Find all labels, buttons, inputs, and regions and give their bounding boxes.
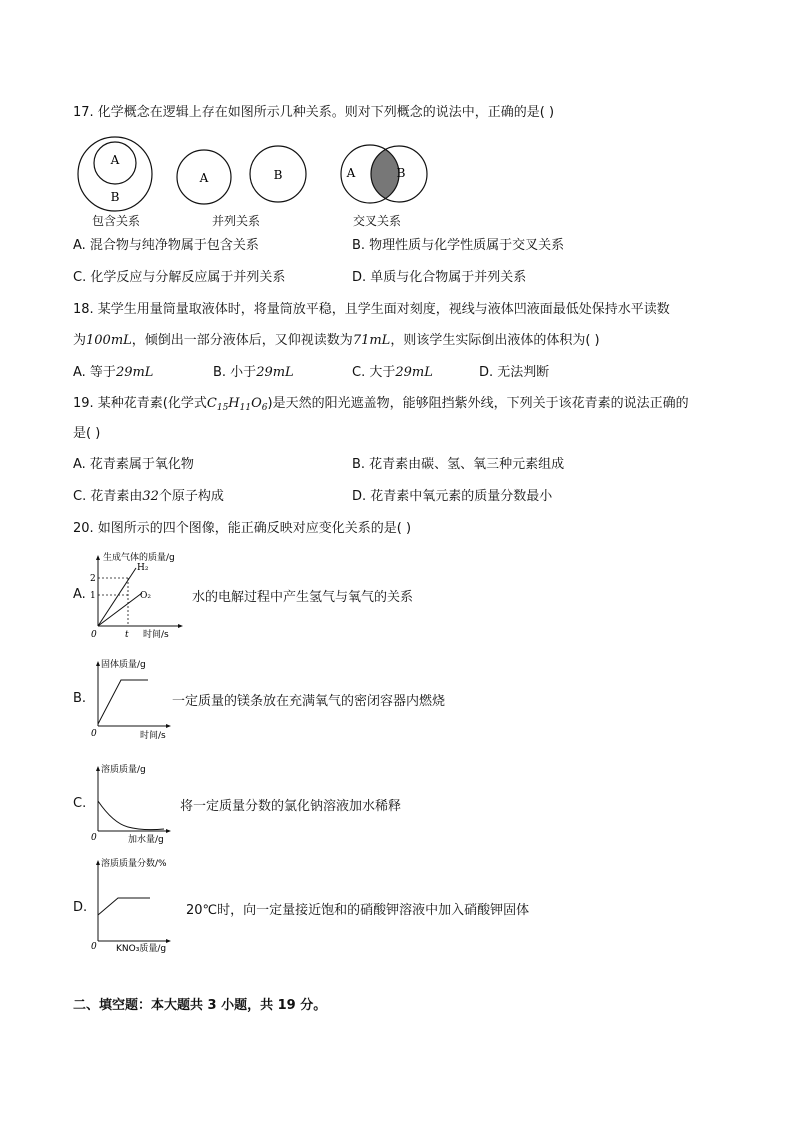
svg-text:固体质量/g: 固体质量/g — [101, 660, 146, 670]
q18-text-a: 为 — [73, 333, 87, 348]
graph-d-curve — [98, 898, 150, 915]
graph-a — [88, 550, 198, 640]
q19-stem-line1: 19. 某种花青素(化学式$C_{15}H_{11}O_6$)是天然的阳光遮盖物，能够阻挡紫外线，下列关于该花青素的说法正确的 — [73, 396, 689, 413]
svg-text:溶质质量分数/%: 溶质质量分数/% — [101, 859, 167, 869]
graph-b-curve — [98, 680, 148, 724]
q17-option-c[interactable]: C. 化学反应与分解反应属于并列关系 — [73, 270, 286, 285]
q18-value-71ml: 71mL — [352, 333, 391, 348]
q17-option-a[interactable]: A. 混合物与纯净物属于包含关系 — [73, 238, 259, 253]
q20-stem: 20. 如图所示的四个图像，能正确反映对应变化关系的是( ) — [73, 521, 412, 536]
svg-text:加水量/g: 加水量/g — [128, 835, 164, 845]
svg-text:溶质质量/g: 溶质质量/g — [101, 765, 146, 775]
graph-d — [88, 855, 198, 955]
caption-cross: 交叉关系 — [353, 214, 402, 228]
svg-text:0: 0 — [91, 942, 97, 952]
q17-option-b[interactable]: B. 物理性质与化学性质属于交叉关系 — [352, 238, 565, 253]
svg-text:2: 2 — [90, 574, 96, 584]
svg-text:0: 0 — [91, 833, 97, 843]
section-2-title: 二、填空题：本大题共 3 小题，共 19 分。 — [73, 998, 327, 1013]
q17-venn-diagrams — [70, 134, 510, 214]
svg-text:KNO₃质量/g: KNO₃质量/g — [116, 944, 167, 954]
q18-stem-line2 — [73, 332, 600, 350]
q18-text-c: ，则该学生实际倒出液体的体积为( ) — [390, 333, 600, 348]
svg-text:生成气体的质量/g: 生成气体的质量/g — [103, 553, 175, 563]
svg-text:t: t — [125, 630, 129, 640]
svg-text:H₂: H₂ — [137, 563, 149, 573]
svg-text:0: 0 — [91, 630, 97, 640]
q18-stem-line1: 18. 某学生用量筒量取液体时，将量筒放平稳，且学生面对刻度，视线与液体凹液面最低处保持水平读数 — [73, 302, 670, 317]
q19-option-d[interactable]: D. 花青素中氧元素的质量分数最小 — [352, 489, 553, 504]
graph-c — [88, 761, 188, 846]
graph-a-description: 水的电解过程中产生氢气与氧气的关系 — [192, 590, 414, 605]
q17-stem: 17. 化学概念在逻辑上存在如图所示几种关系。则对下列概念的说法中，正确的是( ) — [73, 105, 555, 120]
q20-option-d-letter[interactable]: D. — [73, 900, 88, 915]
graph-c-curve — [98, 801, 164, 830]
svg-text:O₂: O₂ — [140, 591, 151, 601]
formula: $C_{15}H_{11}O_6$ — [206, 396, 268, 413]
q17-option-d[interactable]: D. 单质与化合物属于并列关系 — [352, 270, 527, 285]
graph-d-description: 20℃时，向一定量接近饱和的硝酸钾溶液中加入硝酸钾固体 — [186, 903, 530, 918]
contain-label-a: A — [110, 153, 120, 167]
q20-option-b-letter[interactable]: B. — [73, 691, 87, 706]
svg-text:时间/s: 时间/s — [140, 731, 166, 741]
graph-c-description: 将一定质量分数的氯化钠溶液加水稀释 — [180, 799, 402, 814]
svg-text:时间/s: 时间/s — [143, 630, 169, 640]
contain-label-b: B — [110, 190, 120, 204]
svg-text:1: 1 — [90, 591, 96, 601]
cross-label-b: B — [396, 166, 406, 180]
svg-text:0: 0 — [91, 729, 97, 739]
caption-parallel: 并列关系 — [212, 214, 261, 228]
o2-line — [98, 593, 142, 626]
q18-option-c[interactable]: C. 大于29mL — [352, 365, 433, 380]
cross-label-a: A — [346, 166, 356, 180]
q18-option-b[interactable]: B. 小于29mL — [213, 365, 294, 380]
q19-option-a[interactable]: A. 花青素属于氧化物 — [73, 457, 194, 472]
q19-option-b[interactable]: B. 花青素由碳、氢、氧三种元素组成 — [352, 457, 565, 472]
q18-text-b: ，倾倒出一部分液体后，又仰视读数为 — [131, 333, 353, 348]
parallel-label-b: B — [273, 168, 283, 182]
q20-option-c-letter[interactable]: C. — [73, 796, 87, 811]
q18-value-100ml: 100mL — [86, 333, 132, 348]
q19-stem-line2: 是( ) — [73, 426, 101, 441]
q18-option-d[interactable]: D. 无法判断 — [479, 365, 550, 380]
caption-contain: 包含关系 — [92, 214, 141, 228]
parallel-label-a: A — [199, 171, 209, 185]
q18-option-a[interactable]: A. 等于29mL — [73, 365, 154, 380]
q20-option-a-letter[interactable]: A. — [73, 587, 86, 602]
h2-line — [98, 568, 136, 626]
q19-option-c[interactable]: C. 花青素由32个原子构成 — [73, 489, 224, 504]
graph-b-description: 一定质量的镁条放在充满氧气的密闭容器内燃烧 — [172, 694, 446, 709]
